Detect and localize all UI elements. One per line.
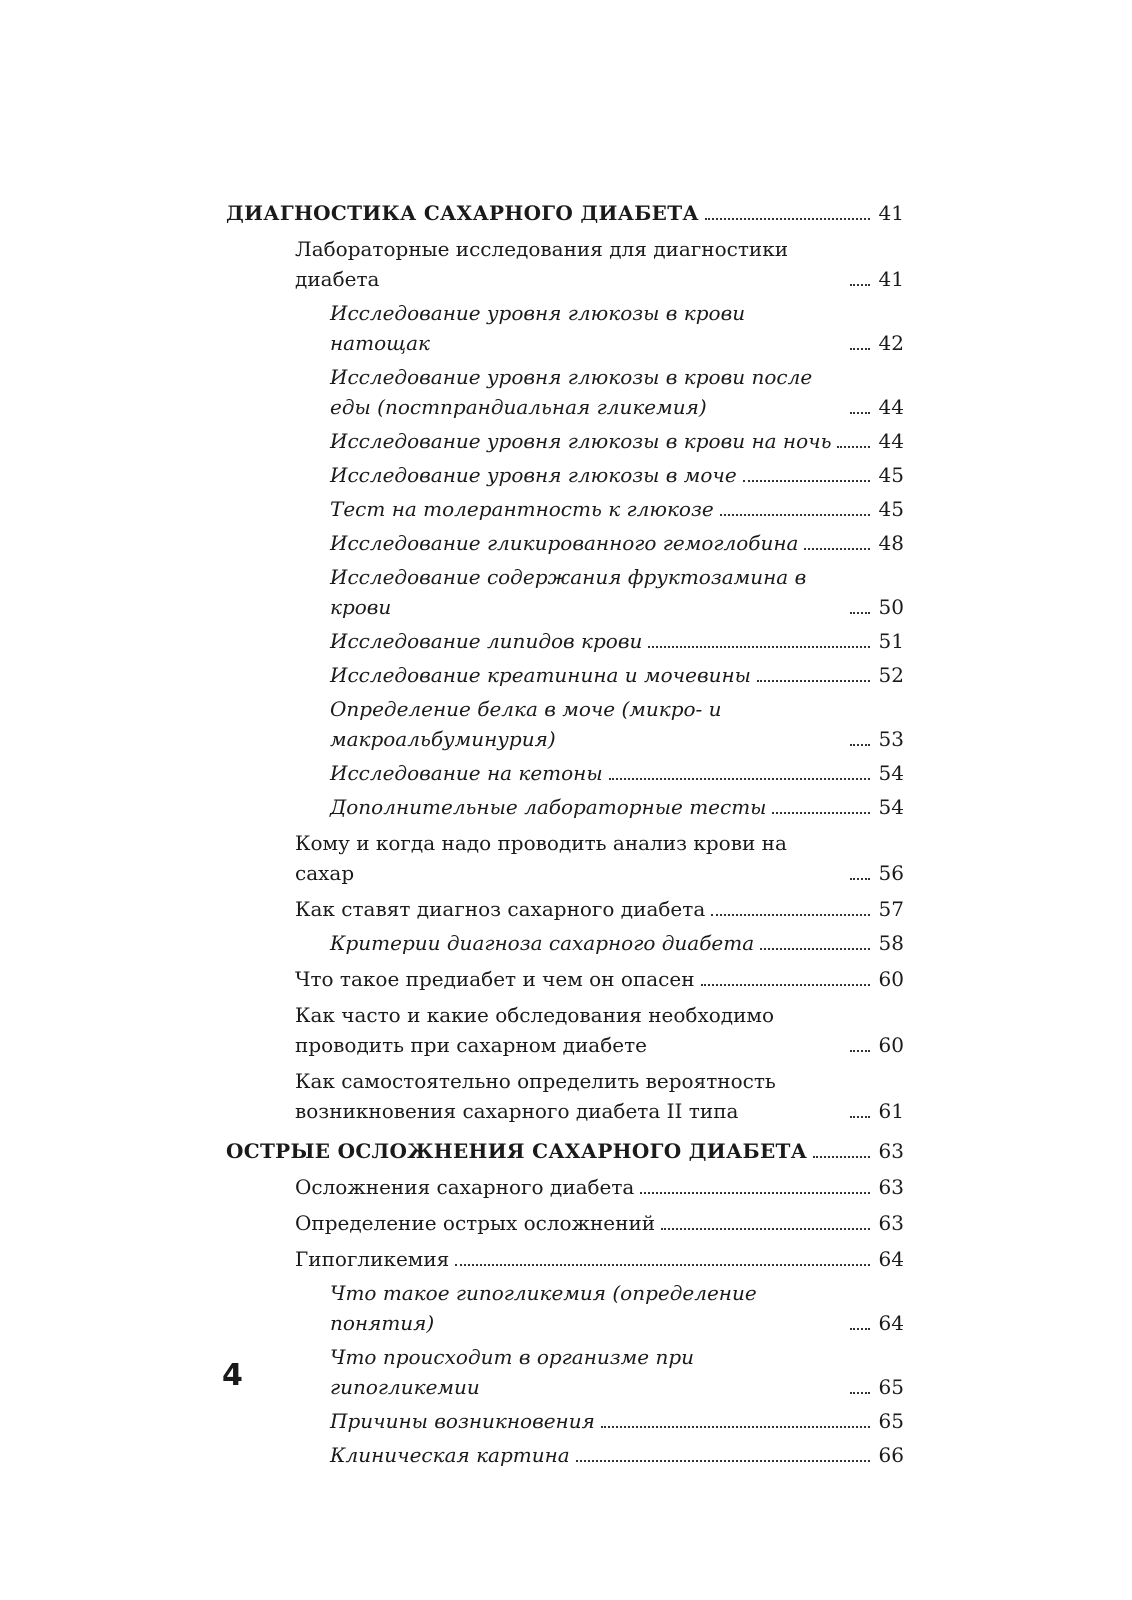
toc-entry[interactable] (226, 1244, 904, 1274)
toc-entry-title: Исследование уровня глюкозы в крови натощак (330, 301, 746, 355)
toc-entry[interactable] (226, 626, 904, 656)
toc-entry[interactable] (226, 426, 904, 456)
toc-entry-title: ДИАГНОСТИКА САХАРНОГО ДИАБЕТА (226, 201, 699, 225)
toc-entry-title: Что происходит в организме при гипогликемии (330, 1345, 695, 1399)
toc-entry[interactable] (226, 1208, 904, 1238)
toc-entry-page: 51 (878, 629, 904, 653)
toc-entry-page: 45 (878, 497, 904, 521)
toc-entry-page: 63 (878, 1175, 904, 1199)
toc-entry[interactable] (226, 298, 904, 358)
dot-leader (455, 1264, 870, 1266)
dot-leader (850, 878, 870, 880)
toc-entry-page: 42 (878, 331, 904, 355)
toc-entry-page: 44 (878, 395, 904, 419)
dot-leader (705, 218, 870, 220)
dot-leader (837, 446, 870, 448)
dot-leader (648, 646, 870, 648)
table-of-contents (226, 198, 904, 1470)
toc-entry-title: Кому и когда надо проводить анализ крови на сахар (295, 831, 787, 885)
toc-entry[interactable] (226, 1440, 904, 1470)
dot-leader (850, 1328, 870, 1330)
toc-entry-page: 63 (878, 1211, 904, 1235)
dot-leader (850, 612, 870, 614)
toc-entry[interactable] (226, 964, 904, 994)
toc-entry-page: 60 (878, 1033, 904, 1057)
toc-entry-title: Исследование уровня глюкозы в моче (330, 463, 737, 487)
toc-entry-title: Исследование липидов крови (330, 629, 643, 653)
toc-entry-page: 45 (878, 463, 904, 487)
dot-leader (850, 284, 870, 286)
toc-entry[interactable] (226, 362, 904, 422)
toc-entry[interactable] (226, 1000, 904, 1060)
dot-leader (640, 1192, 870, 1194)
toc-entry-page: 56 (878, 861, 904, 885)
dot-leader (804, 548, 870, 550)
toc-entry-page: 64 (878, 1247, 904, 1271)
toc-entry[interactable] (226, 528, 904, 558)
toc-entry[interactable] (226, 828, 904, 888)
dot-leader (850, 348, 870, 350)
toc-entry-title: Как самостоятельно определить вероятность возникновения сахарного диабета II типа (295, 1069, 776, 1123)
toc-entry-title: Гипогликемия (295, 1247, 450, 1271)
toc-entry-page: 63 (878, 1139, 904, 1163)
toc-entry-page: 57 (878, 897, 904, 921)
toc-entry[interactable] (226, 894, 904, 924)
toc-entry-title: Клиническая картина (330, 1443, 570, 1467)
dot-leader (850, 744, 870, 746)
dot-leader (743, 480, 870, 482)
dot-leader (772, 812, 870, 814)
toc-entry-page: 61 (878, 1099, 904, 1123)
toc-entry-title: Как часто и какие обследования необходимо проводить при сахарном диабете (295, 1003, 775, 1057)
dot-leader (757, 680, 870, 682)
dot-leader (601, 1426, 870, 1428)
toc-entry-title: Дополнительные лабораторные тесты (330, 795, 767, 819)
toc-entry-title: Определение острых осложнений (295, 1211, 656, 1235)
dot-leader (850, 1116, 870, 1118)
dot-leader (609, 778, 870, 780)
toc-entry-title: Что такое предиабет и чем он опасен (295, 967, 695, 991)
toc-entry-title: Как ставят диагноз сахарного диабета (295, 897, 706, 921)
toc-entry-page: 65 (878, 1375, 904, 1399)
dot-leader (576, 1460, 870, 1462)
toc-entry[interactable] (226, 1406, 904, 1436)
toc-entry-page: 41 (878, 267, 904, 291)
toc-entry-page: 66 (878, 1443, 904, 1467)
dot-leader (813, 1156, 870, 1158)
toc-entry-page: 64 (878, 1311, 904, 1335)
toc-entry[interactable] (226, 792, 904, 822)
toc-entry-page: 58 (878, 931, 904, 955)
toc-entry[interactable] (226, 494, 904, 524)
toc-entry-title: Лабораторные исследования для диагностики диабета (295, 237, 789, 291)
toc-entry-page: 44 (878, 429, 904, 453)
toc-entry[interactable] (226, 660, 904, 690)
page-number: 4 (222, 1358, 243, 1393)
toc-entry[interactable] (226, 928, 904, 958)
toc-entry-page: 53 (878, 727, 904, 751)
toc-entry[interactable] (226, 1172, 904, 1202)
toc-entry[interactable] (226, 234, 904, 294)
toc-entry-page: 60 (878, 967, 904, 991)
dot-leader (850, 412, 870, 414)
toc-entry-title: Исследование уровня глюкозы в крови после еды (постпрандиальная гликемия) (330, 365, 813, 419)
toc-entry[interactable] (226, 1136, 904, 1166)
dot-leader (701, 984, 870, 986)
toc-entry-title: Что такое гипогликемия (определение понятия) (330, 1281, 757, 1335)
toc-entry[interactable] (226, 694, 904, 754)
toc-entry-page: 50 (878, 595, 904, 619)
toc-entry-page: 65 (878, 1409, 904, 1433)
toc-entry-page: 48 (878, 531, 904, 555)
dot-leader (760, 948, 870, 950)
toc-entry-page: 41 (878, 201, 904, 225)
toc-entry[interactable] (226, 1066, 904, 1126)
toc-entry-title: Определение белка в моче (микро- и макроальбуминурия) (330, 697, 722, 751)
toc-entry[interactable] (226, 758, 904, 788)
toc-entry-title: Тест на толерантность к глюкозе (330, 497, 714, 521)
toc-entry-page: 54 (878, 761, 904, 785)
toc-entry[interactable] (226, 198, 904, 228)
toc-entry-title: Причины возникновения (330, 1409, 595, 1433)
toc-entry-page: 52 (878, 663, 904, 687)
toc-entry-title: Критерии диагноза сахарного диабета (330, 931, 755, 955)
dot-leader (850, 1392, 870, 1394)
toc-entry[interactable] (226, 562, 904, 622)
toc-entry-title: Осложнения сахарного диабета (295, 1175, 635, 1199)
dot-leader (850, 1050, 870, 1052)
toc-entry-title: ОСТРЫЕ ОСЛОЖНЕНИЯ САХАРНОГО ДИАБЕТА (226, 1139, 808, 1163)
toc-entry-title: Исследование содержания фруктозамина в крови (330, 565, 807, 619)
toc-entry-page: 54 (878, 795, 904, 819)
dot-leader (661, 1228, 870, 1230)
toc-entry-title: Исследование на кетоны (330, 761, 603, 785)
toc-entry[interactable] (226, 460, 904, 490)
toc-entry-title: Исследование гликированного гемоглобина (330, 531, 799, 555)
toc-entry-title: Исследование креатинина и мочевины (330, 663, 751, 687)
toc-entry[interactable] (226, 1278, 904, 1338)
dot-leader (711, 914, 870, 916)
toc-entry[interactable] (226, 1342, 904, 1402)
dot-leader (720, 514, 870, 516)
toc-entry-title: Исследование уровня глюкозы в крови на ночь (330, 429, 832, 453)
